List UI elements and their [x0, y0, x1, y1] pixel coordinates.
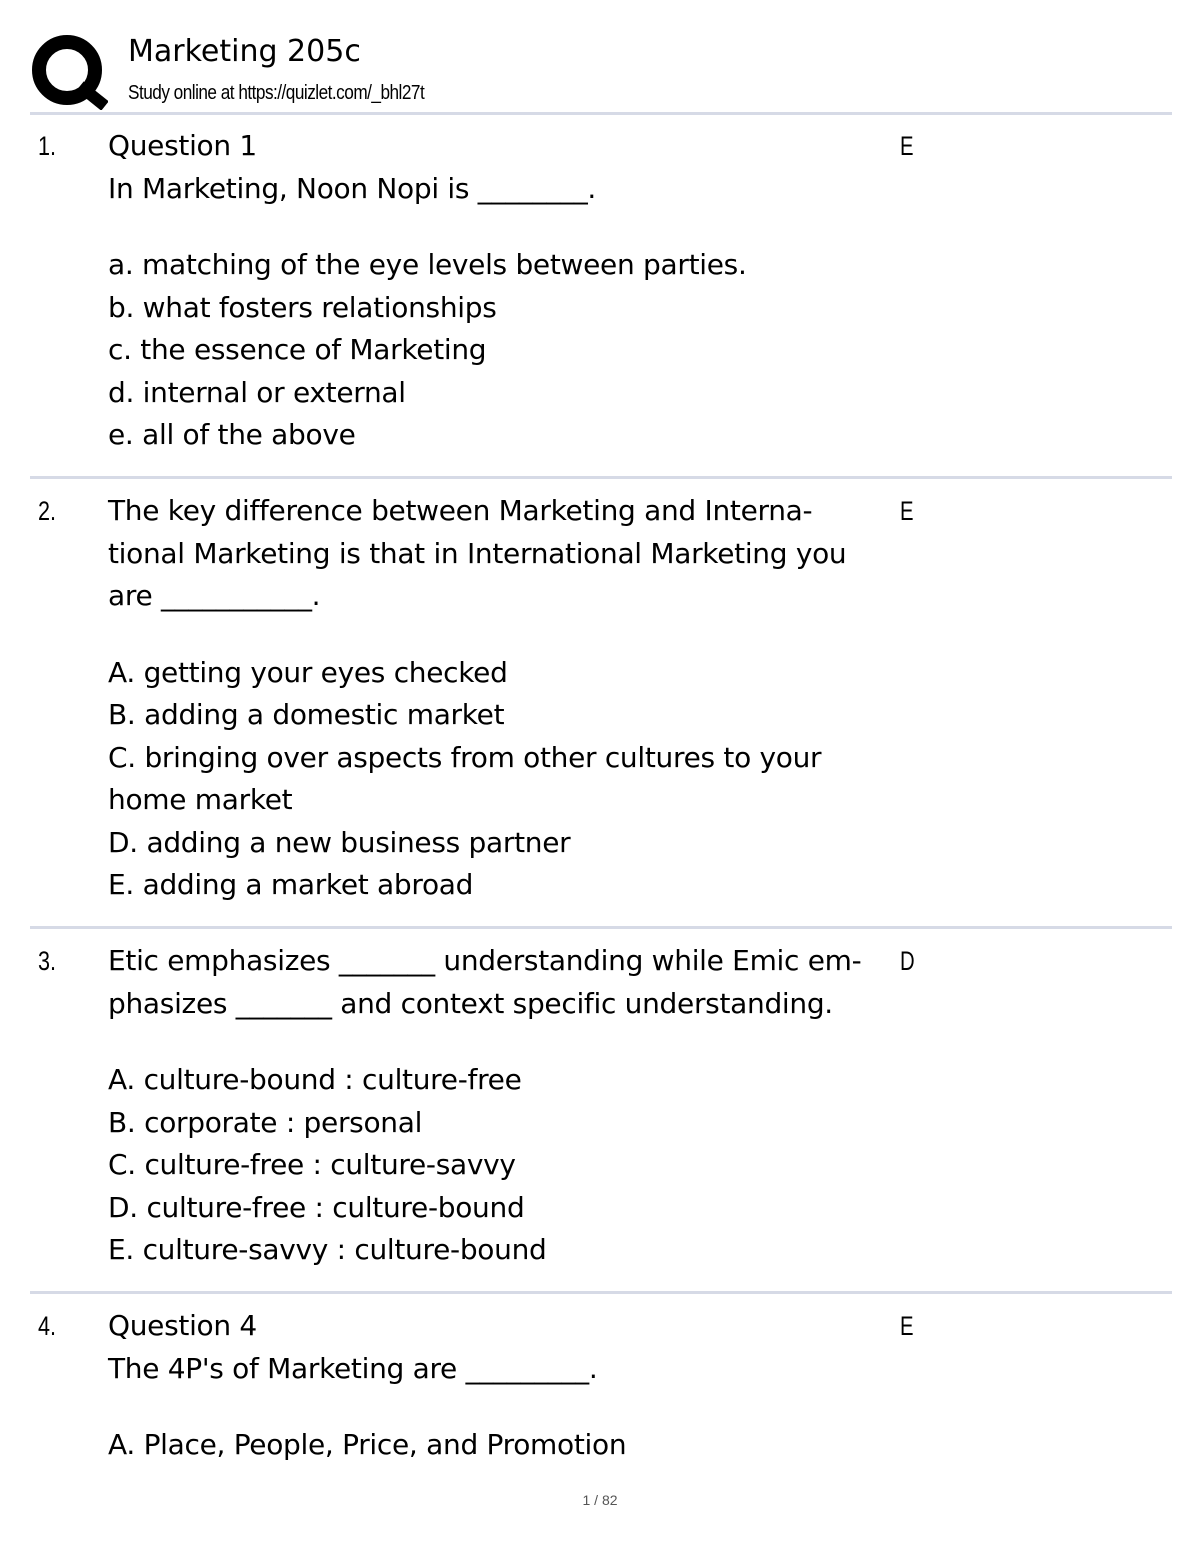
question-line: are ___________.	[108, 579, 321, 612]
question-line: phasizes _______ and context specific understanding.	[108, 986, 833, 1020]
question-line: Etic emphasizes _______ understanding while Emic em-	[108, 944, 862, 977]
card-number: 2.	[38, 496, 57, 526]
question-line: The 4P's of Marketing are _________.	[108, 1351, 598, 1385]
option-line: b. what fosters relationships	[108, 290, 497, 324]
card-answer: E	[900, 496, 914, 526]
card-question	[108, 940, 894, 1272]
card-number: 4.	[38, 1311, 57, 1341]
card-answer: E	[900, 131, 914, 161]
option-line: A. getting your eyes checked	[108, 655, 508, 689]
option-line: A. Place, People, Price, and Promotion	[108, 1428, 627, 1461]
option-line: e. all of the above	[108, 418, 356, 451]
divider	[30, 926, 1172, 929]
quizlet-logo-icon	[30, 32, 108, 110]
option-line: D. culture-free : culture-bound	[108, 1190, 525, 1224]
card-number: 1.	[38, 131, 57, 161]
card-answer: D	[900, 946, 915, 976]
card-answer: E	[900, 1311, 914, 1341]
option-line: B. adding a domestic market	[108, 698, 505, 731]
page-number: 1 / 82	[582, 1492, 618, 1508]
card-number: 3.	[38, 946, 57, 976]
option-line: D. adding a new business partner	[108, 825, 571, 859]
option-line: C. bringing over aspects from other cultures to your	[108, 740, 822, 774]
card-question	[108, 1305, 894, 1467]
option-line: c. the essence of Marketing	[108, 333, 487, 366]
question-line: Question 4	[108, 1309, 257, 1342]
divider	[30, 112, 1172, 115]
option-line: E. culture-savvy : culture-bound	[108, 1233, 547, 1266]
option-line: home market	[108, 783, 293, 816]
deck-title: Marketing 205c	[128, 34, 361, 69]
option-line: E. adding a market abroad	[108, 868, 474, 901]
divider	[30, 476, 1172, 479]
option-line: a. matching of the eye levels between parties.	[108, 248, 747, 281]
question-line: The key difference between Marketing and Interna-	[108, 494, 813, 527]
question-line: tional Marketing is that in International Marketing you	[108, 536, 847, 570]
card-question	[108, 490, 894, 907]
document-header	[30, 28, 1170, 112]
study-url-text: Study online at https://quizlet.com/_bhl27t	[128, 82, 425, 104]
option-line: d. internal or external	[108, 375, 406, 409]
question-line: In Marketing, Noon Nopi is ________.	[108, 171, 597, 205]
option-line: C. culture-free : culture-savvy	[108, 1148, 516, 1181]
question-line: Question 1	[108, 129, 257, 162]
option-line: B. corporate : personal	[108, 1105, 423, 1139]
divider	[30, 1291, 1172, 1294]
card-question	[108, 125, 894, 457]
option-line: A. culture-bound : culture-free	[108, 1063, 522, 1096]
